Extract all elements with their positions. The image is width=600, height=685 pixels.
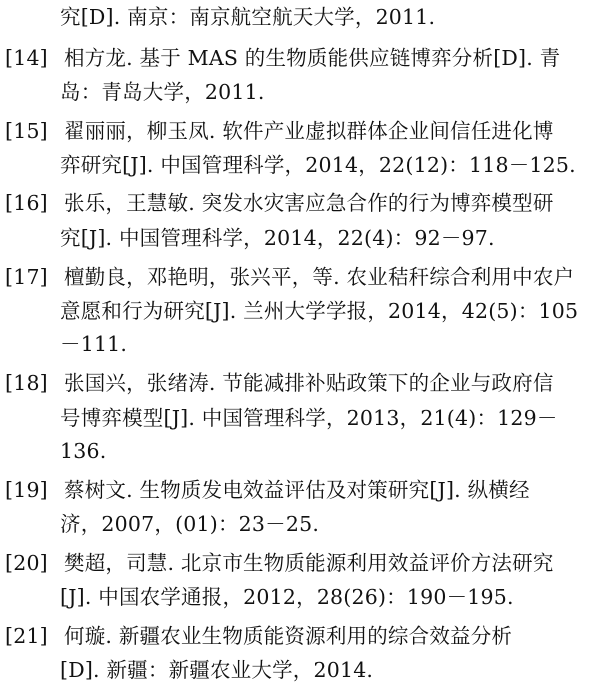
- reference-21-line-2: [D]. 新疆：新疆农业大学，2014.: [60, 658, 374, 682]
- reference-16-line-1: 张乐，王慧敏. 突发水灾害应急合作的行为博弈模型研: [64, 191, 554, 215]
- reference-15-line-2: 弈研究[J]. 中国管理科学，2014，22(12)：118－125.: [60, 153, 576, 177]
- reference-19-line-2: 济，2007，(01)：23－25.: [60, 512, 320, 536]
- reference-15-line-1: 翟丽丽，柳玉凤. 软件产业虚拟群体企业间信任进化博: [64, 119, 554, 143]
- reference-19-number: [19]: [5, 478, 48, 502]
- reference-14-line-1: 相方龙. 基于 MAS 的生物质能供应链博弈分析[D]. 青: [64, 46, 561, 70]
- reference-14-line-2: 岛：青岛大学，2011.: [60, 80, 265, 104]
- reference-20-number: [20]: [5, 551, 48, 575]
- reference-21-line-1: 何璇. 新疆农业生物质能资源利用的综合效益分析: [64, 624, 513, 648]
- reference-17-line-3: －111.: [60, 332, 128, 356]
- reference-16-line-2: 究[J]. 中国管理科学，2014，22(4)：92－97.: [60, 226, 495, 250]
- reference-17-line-1: 檀勤良，邓艳明，张兴平，等. 农业秸秆综合利用中农户: [64, 265, 575, 289]
- reference-13-line-1: 究[D]. 南京：南京航空航天大学，2011.: [60, 5, 436, 29]
- reference-20-line-1: 樊超，司慧. 北京市生物质能源利用效益评价方法研究: [64, 551, 554, 575]
- reference-18-line-2: 号博弈模型[J]. 中国管理科学，2013，21(4)：129－: [60, 406, 558, 430]
- reference-17-number: [17]: [5, 265, 48, 289]
- reference-14-number: [14]: [5, 46, 48, 70]
- reference-18-line-1: 张国兴，张绪涛. 节能减排补贴政策下的企业与政府信: [64, 371, 554, 395]
- reference-21-number: [21]: [5, 624, 48, 648]
- reference-19-line-1: 蔡树文. 生物质发电效益评估及对策研究[J]. 纵横经: [64, 478, 530, 502]
- reference-16-number: [16]: [5, 191, 48, 215]
- reference-15-number: [15]: [5, 119, 48, 143]
- reference-20-line-2: [J]. 中国农学通报，2012，28(26)：190－195.: [60, 585, 514, 609]
- reference-18-number: [18]: [5, 371, 48, 395]
- reference-18-line-3: 136.: [60, 439, 107, 463]
- reference-17-line-2: 意愿和行为研究[J]. 兰州大学学报，2014，42(5)：105: [60, 299, 579, 323]
